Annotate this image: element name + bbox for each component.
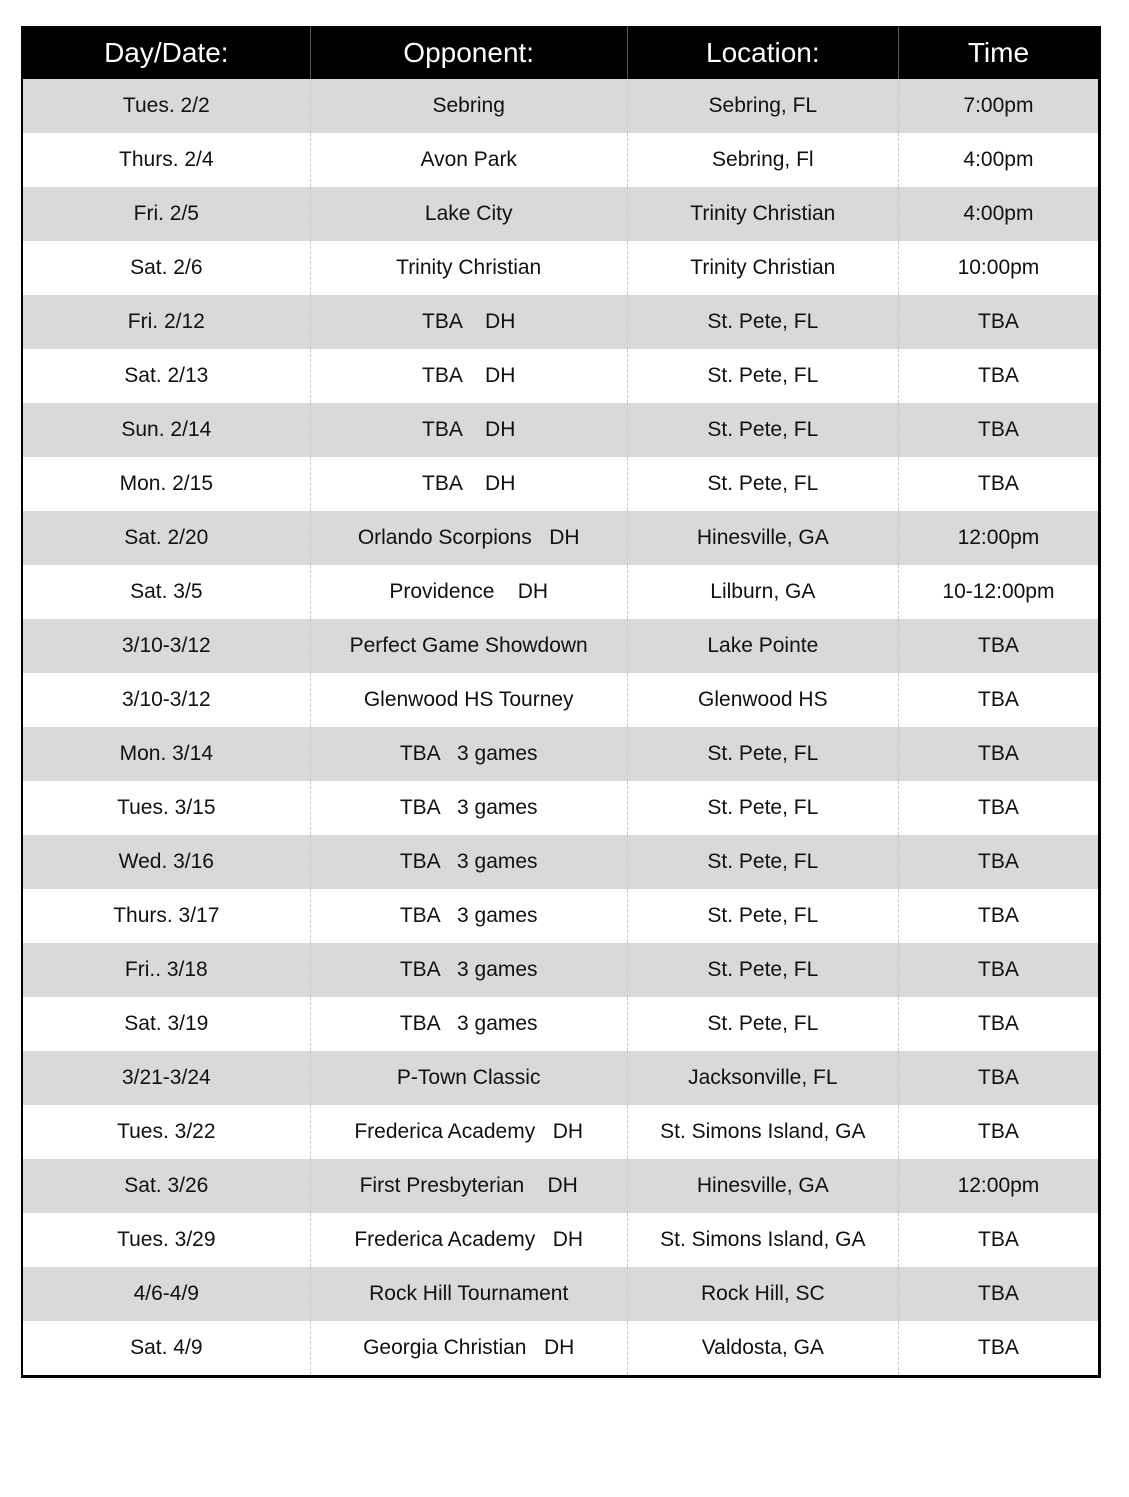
header-opponent: Opponent:	[310, 26, 627, 79]
cell-day-date: Wed. 3/16	[22, 835, 310, 889]
table-row	[22, 565, 1100, 619]
table-row	[22, 943, 1100, 997]
cell-opponent: Perfect Game Showdown	[310, 619, 627, 673]
cell-location: Glenwood HS	[627, 673, 898, 727]
cell-location: Jacksonville, FL	[627, 1051, 898, 1105]
cell-time: 10-12:00pm	[898, 565, 1099, 619]
cell-time: TBA	[898, 349, 1099, 403]
cell-day-date: Tues. 3/29	[22, 1213, 310, 1267]
cell-opponent: Lake City	[310, 187, 627, 241]
table-row	[22, 1159, 1100, 1213]
cell-opponent: Frederica Academy DH	[310, 1213, 627, 1267]
cell-day-date: Mon. 2/15	[22, 457, 310, 511]
cell-time: 4:00pm	[898, 133, 1099, 187]
cell-opponent: TBA DH	[310, 457, 627, 511]
cell-time: TBA	[898, 1267, 1099, 1321]
cell-time: TBA	[898, 781, 1099, 835]
cell-day-date: Tues. 3/22	[22, 1105, 310, 1159]
header-location: Location:	[627, 26, 898, 79]
cell-location: St. Pete, FL	[627, 889, 898, 943]
cell-opponent: Orlando Scorpions DH	[310, 511, 627, 565]
table-row	[22, 349, 1100, 403]
table-row	[22, 133, 1100, 187]
cell-time: 12:00pm	[898, 1159, 1099, 1213]
cell-time: TBA	[898, 295, 1099, 349]
cell-day-date: 3/10-3/12	[22, 673, 310, 727]
cell-opponent: Sebring	[310, 79, 627, 133]
cell-time: TBA	[898, 1321, 1099, 1377]
cell-day-date: Sat. 2/20	[22, 511, 310, 565]
cell-day-date: 3/10-3/12	[22, 619, 310, 673]
table-row	[22, 1267, 1100, 1321]
cell-opponent: TBA 3 games	[310, 835, 627, 889]
cell-time: TBA	[898, 1051, 1099, 1105]
cell-opponent: TBA 3 games	[310, 943, 627, 997]
schedule-header	[22, 26, 1100, 79]
cell-day-date: Sat. 2/6	[22, 241, 310, 295]
table-row	[22, 79, 1100, 133]
cell-location: St. Pete, FL	[627, 457, 898, 511]
cell-time: TBA	[898, 1213, 1099, 1267]
cell-location: St. Simons Island, GA	[627, 1105, 898, 1159]
table-row	[22, 889, 1100, 943]
cell-opponent: P-Town Classic	[310, 1051, 627, 1105]
cell-day-date: Mon. 3/14	[22, 727, 310, 781]
cell-day-date: Thurs. 2/4	[22, 133, 310, 187]
cell-location: St. Pete, FL	[627, 727, 898, 781]
table-row	[22, 1051, 1100, 1105]
table-row	[22, 619, 1100, 673]
cell-location: Rock Hill, SC	[627, 1267, 898, 1321]
cell-day-date: Sat. 4/9	[22, 1321, 310, 1377]
cell-location: Hinesville, GA	[627, 1159, 898, 1213]
cell-location: St. Simons Island, GA	[627, 1213, 898, 1267]
cell-opponent: Avon Park	[310, 133, 627, 187]
table-row	[22, 241, 1100, 295]
cell-location: St. Pete, FL	[627, 403, 898, 457]
cell-location: Hinesville, GA	[627, 511, 898, 565]
cell-day-date: Fri. 2/12	[22, 295, 310, 349]
cell-day-date: Fri. 2/5	[22, 187, 310, 241]
cell-location: Lake Pointe	[627, 619, 898, 673]
cell-location: Sebring, Fl	[627, 133, 898, 187]
cell-opponent: TBA DH	[310, 403, 627, 457]
table-row	[22, 1321, 1100, 1377]
table-row	[22, 1213, 1100, 1267]
cell-opponent: TBA 3 games	[310, 997, 627, 1051]
cell-opponent: Providence DH	[310, 565, 627, 619]
cell-day-date: Sat. 3/26	[22, 1159, 310, 1213]
cell-day-date: Sat. 2/13	[22, 349, 310, 403]
cell-location: Lilburn, GA	[627, 565, 898, 619]
cell-time: 10:00pm	[898, 241, 1099, 295]
cell-opponent: TBA 3 games	[310, 781, 627, 835]
cell-time: 4:00pm	[898, 187, 1099, 241]
cell-time: TBA	[898, 943, 1099, 997]
cell-location: St. Pete, FL	[627, 295, 898, 349]
table-row	[22, 727, 1100, 781]
cell-day-date: Fri.. 3/18	[22, 943, 310, 997]
header-day-date: Day/Date:	[22, 26, 310, 79]
table-row	[22, 457, 1100, 511]
cell-day-date: Thurs. 3/17	[22, 889, 310, 943]
cell-time: 12:00pm	[898, 511, 1099, 565]
table-row	[22, 295, 1100, 349]
cell-location: St. Pete, FL	[627, 997, 898, 1051]
table-row	[22, 997, 1100, 1051]
cell-time: TBA	[898, 619, 1099, 673]
cell-opponent: TBA 3 games	[310, 727, 627, 781]
schedule-body	[22, 79, 1100, 1377]
cell-day-date: 4/6-4/9	[22, 1267, 310, 1321]
cell-opponent: Glenwood HS Tourney	[310, 673, 627, 727]
table-row	[22, 187, 1100, 241]
cell-time: TBA	[898, 673, 1099, 727]
cell-opponent: TBA DH	[310, 349, 627, 403]
cell-location: Trinity Christian	[627, 241, 898, 295]
cell-day-date: Sat. 3/5	[22, 565, 310, 619]
cell-time: TBA	[898, 457, 1099, 511]
cell-opponent: First Presbyterian DH	[310, 1159, 627, 1213]
cell-location: St. Pete, FL	[627, 835, 898, 889]
cell-opponent: TBA DH	[310, 295, 627, 349]
cell-day-date: Sat. 3/19	[22, 997, 310, 1051]
table-row	[22, 511, 1100, 565]
cell-location: Valdosta, GA	[627, 1321, 898, 1377]
table-row	[22, 781, 1100, 835]
cell-location: St. Pete, FL	[627, 349, 898, 403]
header-row	[22, 26, 1100, 79]
cell-opponent: Georgia Christian DH	[310, 1321, 627, 1377]
cell-location: St. Pete, FL	[627, 781, 898, 835]
table-row	[22, 835, 1100, 889]
cell-time: TBA	[898, 835, 1099, 889]
header-time: Time	[898, 26, 1099, 79]
cell-location: Trinity Christian	[627, 187, 898, 241]
table-row	[22, 403, 1100, 457]
cell-time: TBA	[898, 889, 1099, 943]
cell-time: TBA	[898, 403, 1099, 457]
cell-time: 7:00pm	[898, 79, 1099, 133]
cell-location: St. Pete, FL	[627, 943, 898, 997]
cell-opponent: TBA 3 games	[310, 889, 627, 943]
cell-location: Sebring, FL	[627, 79, 898, 133]
schedule-table	[21, 26, 1101, 1378]
cell-opponent: Trinity Christian	[310, 241, 627, 295]
table-row	[22, 1105, 1100, 1159]
cell-day-date: 3/21-3/24	[22, 1051, 310, 1105]
cell-time: TBA	[898, 997, 1099, 1051]
cell-time: TBA	[898, 727, 1099, 781]
cell-day-date: Sun. 2/14	[22, 403, 310, 457]
cell-day-date: Tues. 3/15	[22, 781, 310, 835]
table-row	[22, 673, 1100, 727]
cell-day-date: Tues. 2/2	[22, 79, 310, 133]
cell-opponent: Rock Hill Tournament	[310, 1267, 627, 1321]
cell-time: TBA	[898, 1105, 1099, 1159]
cell-opponent: Frederica Academy DH	[310, 1105, 627, 1159]
